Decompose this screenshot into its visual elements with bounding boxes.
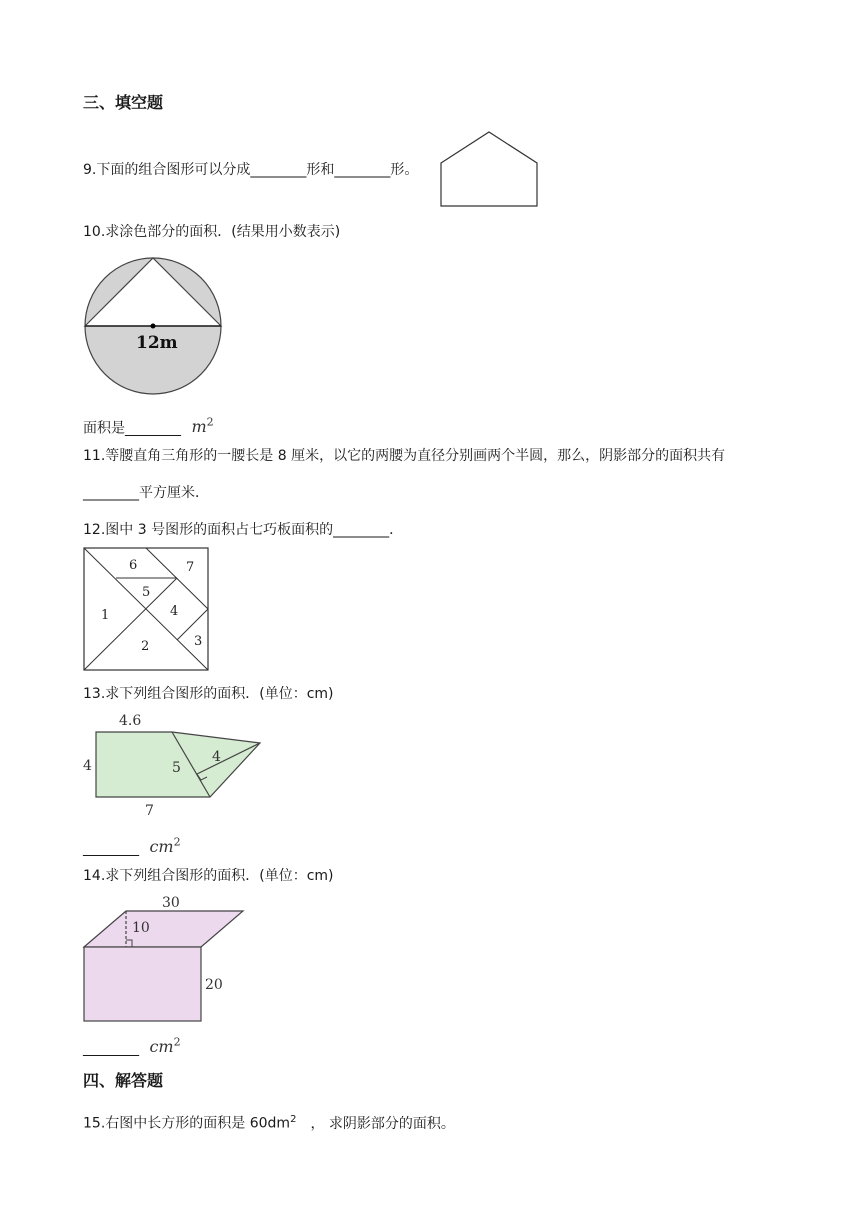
question-11-text-line2: ________平方厘米．	[83, 485, 209, 501]
tangram-label-1: 1	[101, 608, 110, 623]
diameter-label: 12m	[136, 333, 178, 353]
question-15-exponent: 2	[290, 1114, 297, 1125]
label-top: 4.6	[119, 713, 142, 729]
label-left: 4	[83, 758, 92, 774]
question-14-text: 14.求下列组合图形的面积．(单位：cm)	[83, 868, 334, 884]
question-15-prefix: 15.右图中长方形的面积是 60dm	[83, 1115, 291, 1132]
label-triangle: 4	[212, 749, 221, 765]
unit-exponent: 2	[173, 1036, 181, 1049]
question-9-text: 9.下面的组合图形可以分成________形和________形。	[83, 162, 419, 178]
tangram-label-2: 2	[141, 639, 150, 654]
unit-label: cm	[149, 837, 174, 857]
unit-label: m	[191, 417, 207, 437]
question-15-suffix: ， 求阴影部分的面积。	[310, 1115, 455, 1132]
answer-blank: 面积是________	[83, 420, 181, 437]
tangram-label-3: 3	[194, 634, 203, 649]
tangram-label-4: 4	[170, 604, 179, 619]
unit-exponent: 2	[206, 416, 214, 429]
label-middle: 5	[172, 760, 181, 776]
tangram-label-7: 7	[186, 560, 195, 575]
unit-label: cm	[149, 1037, 174, 1057]
tangram-figure	[83, 547, 211, 673]
question-10-answer	[83, 413, 214, 438]
section-title: 三、填空题	[83, 93, 164, 112]
tangram-label-6: 6	[129, 558, 138, 573]
question-14-answer	[83, 1033, 181, 1058]
answer-blank: ________	[83, 840, 139, 857]
question-11-text-line1: 11.等腰直角三角形的一腰长是 8 厘米，以它的两腰为直径分别画两个半圆，那么，阴影部分的面积共有	[83, 448, 726, 464]
section-title: 四、解答题	[83, 1071, 164, 1090]
question-13-text: 13.求下列组合图形的面积．(单位：cm)	[83, 686, 334, 702]
label-height: 10	[132, 920, 150, 936]
question-10-text: 10.求涂色部分的面积．(结果用小数表示)	[83, 224, 341, 240]
tangram-label-5: 5	[142, 585, 151, 600]
rectangle-triangle-figure	[82, 711, 267, 821]
label-top: 30	[162, 895, 180, 911]
label-right: 20	[205, 977, 223, 993]
label-bottom: 7	[145, 803, 154, 819]
answer-blank: ________	[83, 1040, 139, 1057]
question-12-text: 12.图中 3 号图形的面积占七巧板面积的________．	[83, 522, 404, 538]
rectangle-parallelogram-figure	[82, 894, 247, 1024]
circle-shaded-figure	[82, 257, 224, 399]
house-pentagon-figure	[440, 130, 540, 210]
unit-exponent: 2	[173, 836, 181, 849]
question-13-answer	[83, 833, 181, 858]
question-15-text	[83, 1110, 455, 1134]
